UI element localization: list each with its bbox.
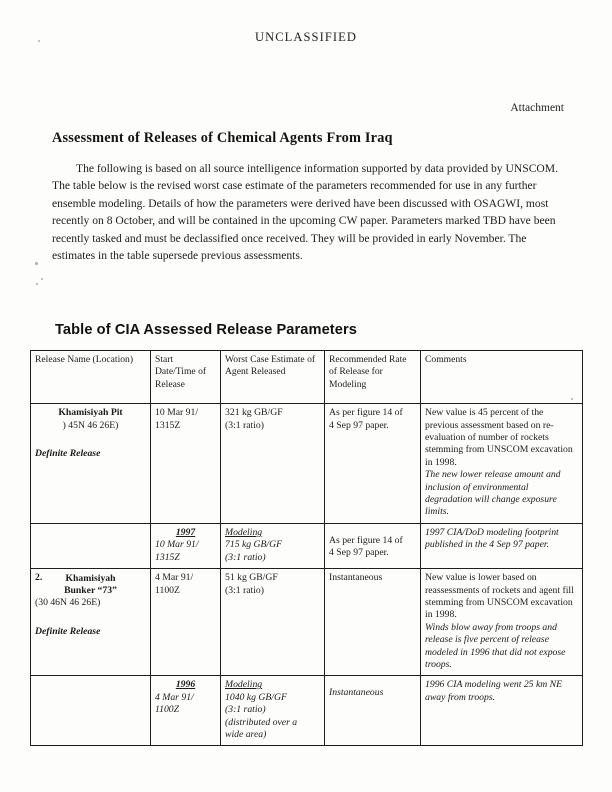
intro-text: The following is based on all source intelligence information supported by data provided by UNSCOM. The table below is the revised worst case estimate of the parameters recommended for use in any further ensemble modeling. Details of how the parameters were derived have been discussed with OSAGWI, most recently on 8 October, and will be contained in the upcoming CW paper. Parameters marked TBD have been recently tasked and must be declassified once received. They will be provided in early November. The estimates in the table supersede previous assessments. — [52, 162, 559, 263]
start-date-line1: 10 Mar 91/ — [155, 539, 199, 551]
cell-start-date — [151, 676, 221, 746]
agent-line3: (distributed over a — [225, 716, 298, 728]
attachment-label: Attachment — [510, 102, 564, 114]
comments-plain: New value is 45 percent of the previous assessment based on re-evaluation of number of rockets stemming from UNSCOM excavation in 1998. — [425, 407, 573, 468]
agent-line1: 321 kg GB/GF — [225, 407, 283, 419]
start-date-line1: 4 Mar 91/ — [155, 572, 194, 584]
cell-comments — [421, 676, 583, 746]
start-date-line1: 10 Mar 91/ — [155, 407, 199, 419]
column-header-start-date: Start Date/Time of Release — [151, 351, 221, 404]
page-title: Assessment of Releases of Chemical Agents From Iraq — [52, 130, 393, 146]
rate-line1: As per figure 14 of — [329, 534, 403, 546]
cell-release-name — [31, 676, 151, 746]
agent-line1: 715 kg GB/GF — [225, 539, 283, 551]
cell-release-rate — [325, 523, 421, 568]
cell-agent-amount — [221, 569, 325, 676]
table-header-row — [31, 351, 583, 404]
comments-italic: The new lower release amount and inclusion of environmental degradation will change exposure limits. — [425, 469, 561, 518]
release-name-line2: Bunker “73” — [64, 584, 117, 596]
cell-agent-amount — [221, 523, 325, 568]
start-date-line1: 4 Mar 91/ — [155, 691, 194, 703]
table-title: Table of CIA Assessed Release Parameters — [55, 322, 357, 338]
cell-comments — [421, 404, 583, 524]
comments-italic: Winds blow away from troops and release is five percent of release modeled in 1996 that did not expose troops. — [425, 621, 566, 670]
cell-release-rate — [325, 404, 421, 524]
start-date-line2: 1100Z — [155, 584, 180, 596]
intro-paragraph — [52, 160, 560, 264]
agent-line2: (3:1 ratio) — [225, 584, 265, 596]
table-row — [31, 523, 583, 568]
agent-line1: 1040 kg GB/GF — [225, 691, 287, 703]
year-label: 1997 — [175, 526, 196, 538]
release-parameters-table — [30, 350, 583, 746]
cell-comments — [421, 569, 583, 676]
cell-agent-amount — [221, 404, 325, 524]
rate-line1: Instantaneous — [329, 687, 384, 699]
scan-speck — [36, 283, 38, 285]
cell-start-date — [151, 523, 221, 568]
start-date-line2: 1315Z — [155, 419, 181, 431]
cell-release-rate — [325, 569, 421, 676]
rate-line2: 4 Sep 97 paper. — [329, 547, 389, 559]
release-name-line1: Khamisiyah — [65, 572, 116, 584]
release-name-line1: Khamisiyah Pit — [58, 407, 123, 419]
comments-italic: 1996 CIA modeling went 25 km NE away from troops. — [425, 679, 563, 703]
start-date-line2: 1100Z — [155, 704, 180, 716]
cell-start-date — [151, 569, 221, 676]
start-date-line2: 1315Z — [155, 551, 180, 563]
classification-banner: UNCLASSIFIED — [254, 30, 358, 44]
cell-comments — [421, 523, 583, 568]
scan-speck — [35, 262, 38, 265]
cell-release-name — [31, 404, 151, 524]
cell-release-name — [31, 523, 151, 568]
table-row — [31, 404, 583, 524]
year-label: 1996 — [175, 679, 196, 691]
column-header-comments: Comments — [421, 351, 583, 404]
cell-release-rate — [325, 676, 421, 746]
table-row — [31, 676, 583, 746]
cell-agent-amount — [221, 676, 325, 746]
column-header-worst-case: Worst Case Estimate of Agent Released — [221, 351, 325, 404]
column-header-rate: Recommended Rate of Release for Modeling — [325, 351, 421, 404]
release-number: 2. — [35, 572, 43, 584]
rate-line1: Instantaneous — [329, 572, 383, 584]
agent-line4: wide area) — [225, 728, 267, 740]
release-status: Definite Release — [35, 625, 101, 637]
comments-plain: New value is lower based on reassessments of rockets and agent fill stemming from UNSCOM excavation in 1998. — [425, 572, 574, 621]
rate-line2: 4 Sep 97 paper. — [329, 419, 389, 431]
agent-line1: 51 kg GB/GF — [225, 572, 278, 584]
modeling-label: Modeling — [225, 679, 263, 691]
cell-start-date — [151, 404, 221, 524]
table-row — [31, 569, 583, 676]
release-name-line2: ) 45N 46 26E) — [62, 419, 119, 431]
release-status: Definite Release — [35, 448, 101, 460]
scan-speck — [41, 278, 43, 280]
rate-line1: As per figure 14 of — [329, 407, 403, 419]
release-name-line3: (30 46N 46 26E) — [35, 597, 101, 609]
agent-line2: (3:1 ratio) — [225, 704, 266, 716]
agent-line2: (3:1 ratio) — [225, 551, 266, 563]
modeling-label: Modeling — [225, 526, 263, 538]
cell-release-name — [31, 569, 151, 676]
column-header-release-name: Release Name (Location) — [31, 351, 151, 404]
comments-italic: 1997 CIA/DoD modeling footprint published in the 4 Sep 97 paper. — [425, 526, 559, 551]
agent-line2: (3:1 ratio) — [225, 419, 265, 431]
